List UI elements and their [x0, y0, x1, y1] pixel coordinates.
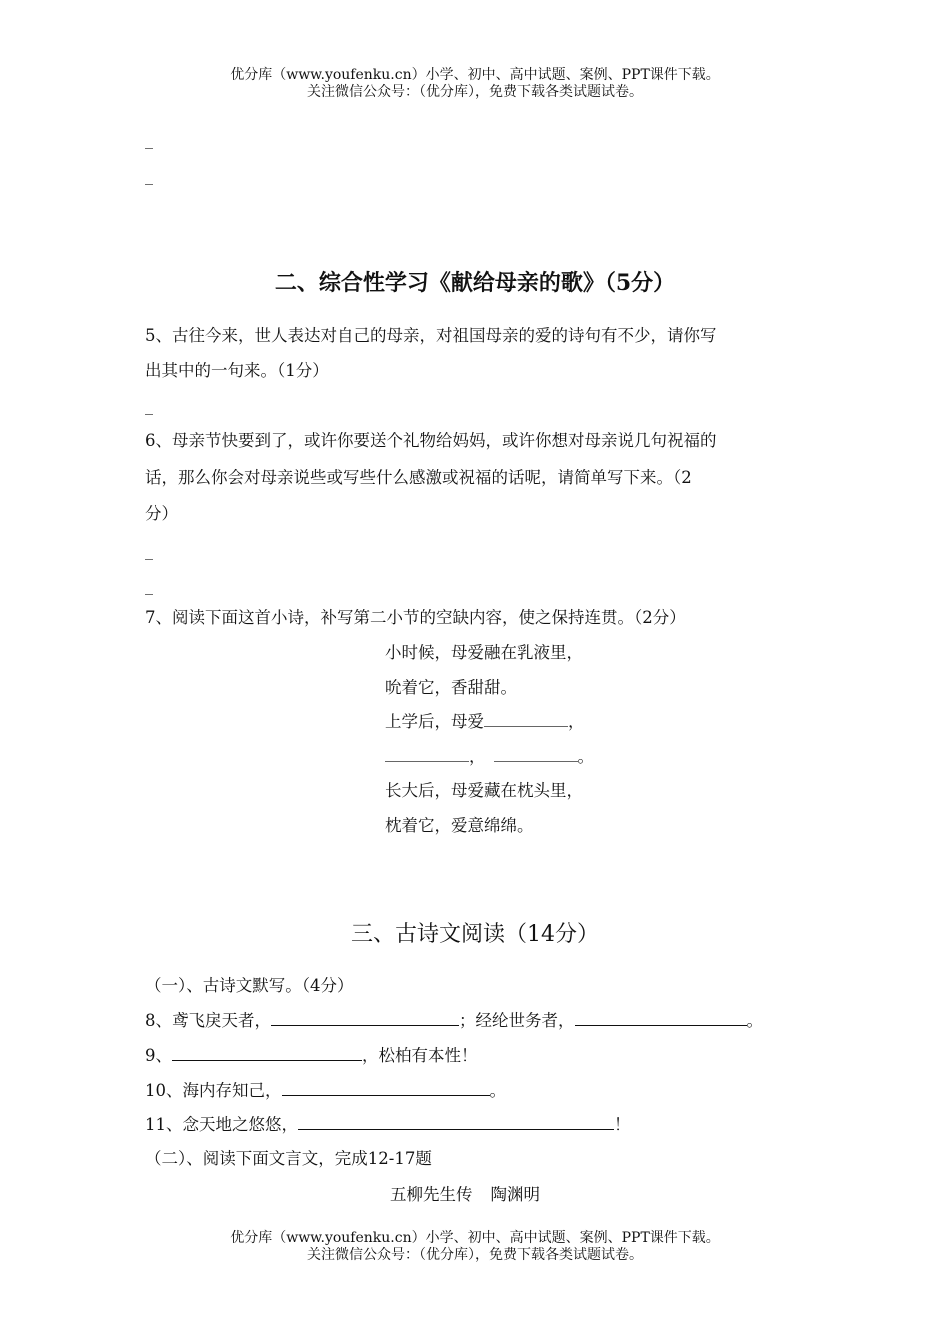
poem-line-3	[385, 708, 585, 732]
q6-line-3: 分）	[145, 504, 178, 523]
q5-line-2: 出其中的一句来。（1分）	[145, 361, 329, 380]
answer-dash: _	[145, 541, 153, 560]
q9-part-2: ，松柏有本性！	[362, 1046, 478, 1065]
poem-blank-3[interactable]	[494, 746, 578, 762]
answer-dash: _	[145, 130, 153, 149]
footer-line-1: 优分库（www.youfenku.cn）小学、初中、高中试题、案例、PPT课件下载。	[230, 1230, 720, 1246]
header-line-1: 优分库（www.youfenku.cn）小学、初中、高中试题、案例、PPT课件下载。	[230, 67, 720, 83]
subsection-1-title: （一）、古诗文默写。（4分）	[145, 976, 354, 995]
poem-line-4-end: 。	[577, 747, 594, 766]
q7-text: 7、阅读下面这首小诗，补写第二小节的空缺内容，使之保持连贯。（2分）	[145, 608, 686, 627]
poem-line-6: 枕着它，爱意绵绵。	[385, 816, 534, 835]
poem-line-3-end: ，	[568, 712, 585, 731]
q6-line-2: 话，那么你会对母亲说些或写些什么感激或祝福的话呢，请简单写下来。（2	[145, 468, 692, 487]
q10-part-2: 。	[489, 1081, 506, 1100]
q5-line-1: 5、古往今来，世人表达对自己的母亲，对祖国母亲的爱的诗句有不少，请你写	[145, 326, 717, 345]
q8-blank-2[interactable]	[575, 1010, 747, 1026]
q11	[145, 1111, 631, 1135]
poem-blank-1[interactable]	[484, 711, 568, 727]
q6-line-1: 6、母亲节快要到了，或许你要送个礼物给妈妈，或许你想对母亲说几句祝福的	[145, 431, 717, 450]
section-3-title: 三、古诗文阅读（14分）	[351, 922, 599, 947]
q9	[145, 1042, 478, 1066]
poem-line-2: 吮着它，香甜甜。	[385, 678, 517, 697]
poem-line-3-start: 上学后，母爱	[385, 712, 484, 731]
q8-part-1: 8、鸢飞戾天者，	[145, 1011, 271, 1030]
q8	[145, 1007, 763, 1031]
q9-part-1: 9、	[145, 1046, 172, 1065]
header-line-2: 关注微信公众号：（优分库），免费下载各类试题试卷。	[307, 84, 643, 100]
poem-blank-2[interactable]	[385, 746, 469, 762]
q8-part-3: 。	[746, 1011, 763, 1030]
footer-line-2: 关注微信公众号：（优分库），免费下载各类试题试卷。	[307, 1247, 643, 1263]
q10-part-1: 10、海内存知己，	[145, 1081, 282, 1100]
q8-part-2: ；经纶世务者，	[459, 1011, 575, 1030]
q10-blank[interactable]	[282, 1080, 490, 1096]
passage-heading	[390, 1181, 540, 1205]
q10	[145, 1077, 506, 1101]
q11-blank[interactable]	[298, 1114, 614, 1130]
q8-blank-1[interactable]	[271, 1010, 459, 1026]
poem-line-4	[385, 743, 594, 767]
subsection-2-title: （二）、阅读下面文言文，完成12-17题	[145, 1149, 432, 1168]
page-header	[0, 67, 950, 101]
answer-dash: _	[145, 576, 153, 595]
passage-title: 五柳先生传	[390, 1185, 473, 1204]
passage-author: 陶渊明	[490, 1185, 540, 1204]
answer-dash: _	[145, 166, 153, 185]
page-footer	[0, 1230, 950, 1264]
q11-part-1: 11、念天地之悠悠，	[145, 1115, 298, 1134]
answer-dash: _	[145, 396, 153, 415]
q11-part-2: ！	[614, 1115, 631, 1134]
poem-line-1: 小时候，母爱融在乳液里，	[385, 643, 583, 662]
poem-line-4-comma: ，	[469, 747, 486, 766]
poem-line-5: 长大后，母爱藏在枕头里，	[385, 781, 583, 800]
q9-blank[interactable]	[172, 1045, 362, 1061]
section-2-title: 二、综合性学习《献给母亲的歌》（5分）	[274, 270, 676, 296]
